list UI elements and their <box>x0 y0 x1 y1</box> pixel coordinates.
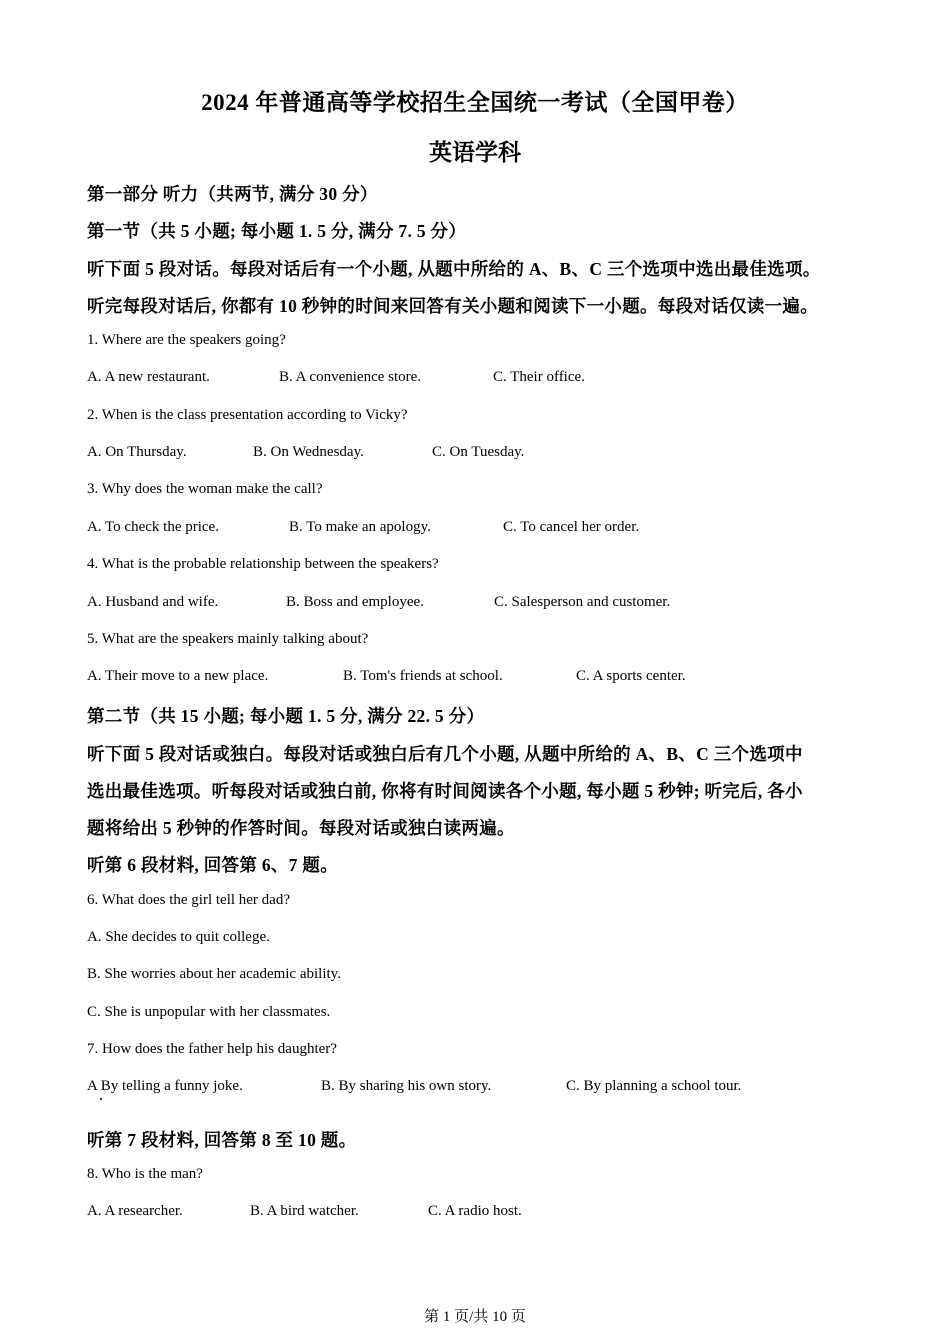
option-b: B. A convenience store. <box>279 369 422 385</box>
section1-instruction-line: 听下面 5 段对话。每段对话后有一个小题, 从题中所给的 A、B、C 三个选项中选出最佳选项。 <box>87 259 821 279</box>
question-stem: 6. What does the girl tell her dad? <box>87 892 290 908</box>
question-stem: 1. Where are the speakers going? <box>87 332 286 348</box>
option-a: A. A new restaurant. <box>87 369 210 385</box>
material-heading: 听第 7 段材料, 回答第 8 至 10 题。 <box>87 1130 357 1150</box>
section1-heading: 第一节（共 5 小题; 每小题 1. 5 分, 满分 7. 5 分） <box>87 221 467 241</box>
section2-instruction-line: 题将给出 5 秒钟的作答时间。每段对话或独白读两遍。 <box>87 818 515 838</box>
option-c: C. To cancel her order. <box>503 519 640 535</box>
option-b: B. On Wednesday. <box>253 444 364 460</box>
option-c: C. A sports center. <box>576 668 686 684</box>
option-c: C. Their office. <box>493 369 585 385</box>
option-b: B. A bird watcher. <box>250 1203 359 1219</box>
option-c: C. She is unpopular with her classmates. <box>87 1004 331 1020</box>
option-b: B. She worries about her academic ability. <box>87 966 341 982</box>
option-c: C. By planning a school tour. <box>566 1078 742 1094</box>
punctuation-dot <box>100 1098 102 1100</box>
option-a: A. On Thursday. <box>87 444 187 460</box>
part1-heading: 第一部分 听力（共两节, 满分 30 分） <box>87 184 378 204</box>
question-stem: 2. When is the class presentation according to Vicky? <box>87 407 408 423</box>
page-number: 第 1 页/共 10 页 <box>424 1309 526 1325</box>
option-a: A. Their move to a new place. <box>87 668 269 684</box>
question-stem: 7. How does the father help his daughter? <box>87 1041 337 1057</box>
option-b: B. Tom's friends at school. <box>343 668 503 684</box>
option-b: B. To make an apology. <box>289 519 431 535</box>
question-stem: 4. What is the probable relationship between the speakers? <box>87 556 439 572</box>
question-stem: 3. Why does the woman make the call? <box>87 481 323 497</box>
option-a: A. Husband and wife. <box>87 594 219 610</box>
option-a: A. She decides to quit college. <box>87 929 270 945</box>
option-b: B. By sharing his own story. <box>321 1078 492 1094</box>
option-c: C. A radio host. <box>428 1203 522 1219</box>
material-heading: 听第 6 段材料, 回答第 6、7 题。 <box>87 855 338 875</box>
subject-title: 英语学科 <box>429 140 521 165</box>
option-c: C. On Tuesday. <box>432 444 525 460</box>
section2-instruction-line: 听下面 5 段对话或独白。每段对话或独白后有几个小题, 从题中所给的 A、B、C 三个选项中 <box>87 744 803 764</box>
option-a: A. To check the price. <box>87 519 219 535</box>
question-stem: 8. Who is the man? <box>87 1166 203 1182</box>
section1-instruction-line: 听完每段对话后, 你都有 10 秒钟的时间来回答有关小题和阅读下一小题。每段对话仅读一遍。 <box>87 296 818 316</box>
question-stem: 5. What are the speakers mainly talking about? <box>87 631 369 647</box>
option-a: A. A researcher. <box>87 1203 183 1219</box>
option-c: C. Salesperson and customer. <box>494 594 671 610</box>
option-b: B. Boss and employee. <box>286 594 424 610</box>
option-a: A By telling a funny joke. <box>87 1078 243 1094</box>
section2-heading: 第二节（共 15 小题; 每小题 1. 5 分, 满分 22. 5 分） <box>87 706 485 726</box>
exam-title: 2024 年普通高等学校招生全国统一考试（全国甲卷） <box>201 90 749 115</box>
section2-instruction-line: 选出最佳选项。听每段对话或独白前, 你将有时间阅读各个小题, 每小题 5 秒钟; 听完后, 各小 <box>87 781 803 801</box>
